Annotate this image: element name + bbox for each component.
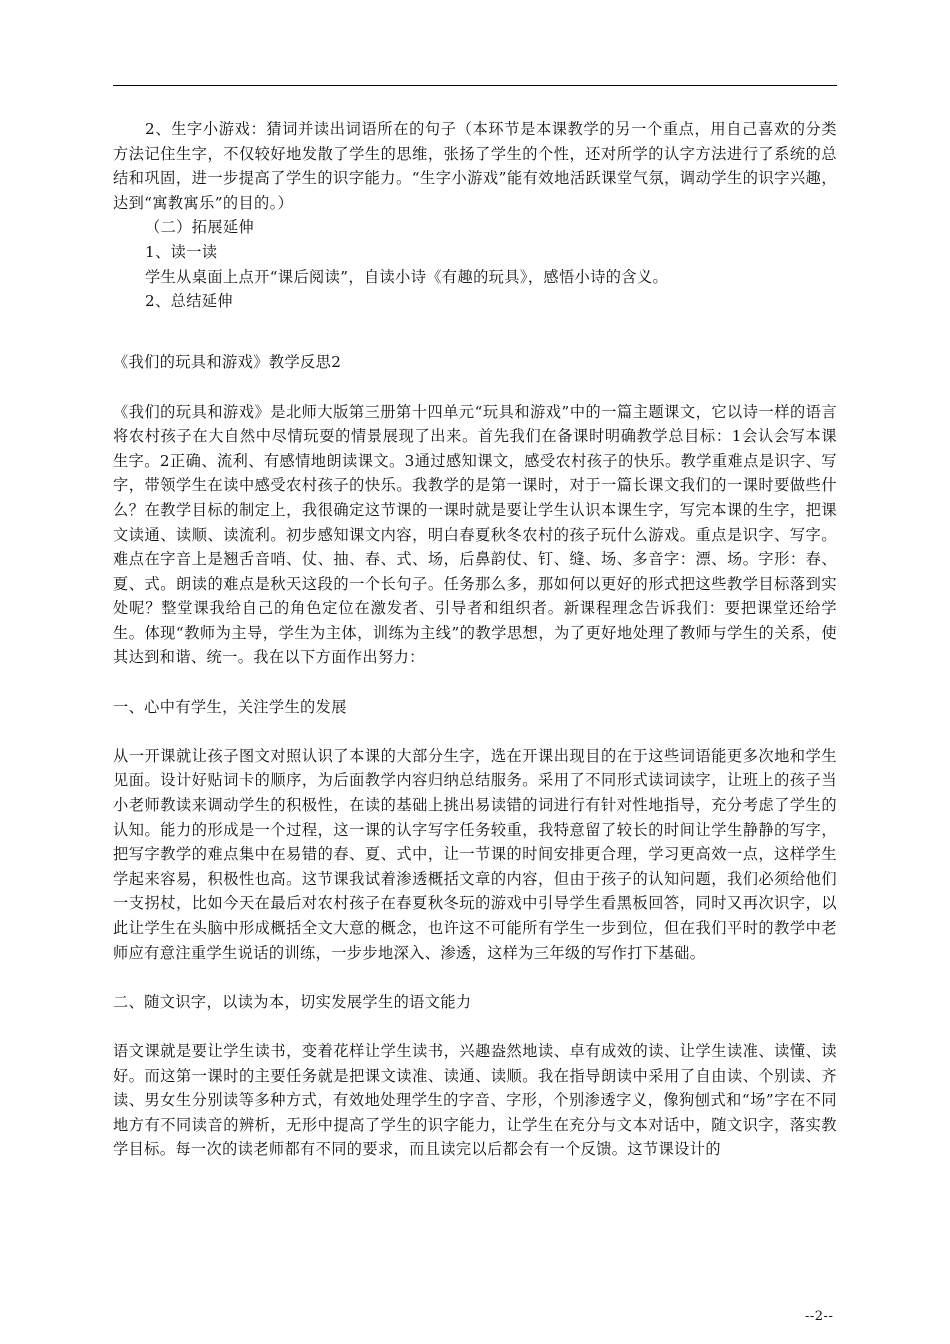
summary-item-heading: 2、总结延伸 [145,292,234,311]
header-rule [113,85,837,86]
document-body [113,117,837,1162]
game-paragraph: 2、生字小游戏：猜词并读出词语所在的句子（本环节是本课教学的另一个重点，用自己喜欢的分类方法记住生字，不仅较好地发散了学生的思维，张扬了学生的个性，还对所学的认字方法进行了系统的总结和巩固，进一步提高了学生的识字能力。“生字小游戏”能有效地活跃课堂气氛，调动学生的识字兴趣，达到“寓教寓乐”的目的。） [113,120,837,212]
section1-heading: 一、心中有学生，关注学生的发展 [113,697,347,716]
reflection-intro: 《我们的玩具和游戏》是北师大版第三册第十四单元“玩具和游戏”中的一篇主题课文，它以诗一样的语言将农村孩子在大自然中尽情玩耍的情景展现了出来。首先我们在备课时明确教学总目标：1会认会写本课生字。2正确、流利、有感情地朗读课文。3通过感知课文，感受农村孩子的快乐。教学重难点是识字、写字，带领学生在读中感受农村孩子的快乐。我教学的是第一课时，对于一篇长课文我们的一课时要做些什么？在教学目标的制定上，我很确定这节课的一课时就是要让学生认识本课生字，写完本课的生字，把课文读通、读顺、读流利。初步感知课文内容，明白春夏秋冬农村的孩子玩什么游戏。重点是识字、写字。难点在字音上是翘舌音哨、仗、抽、春、式、场，后鼻韵仗、钉、缝、场、多音字：漂、场。字形：春、夏、式。朗读的难点是秋天这段的一个长句子。任务那么多，那如何以更好的形式把这些教学目标落到实处呢？整堂课我给自己的角色定位在激发者、引导者和组织者。新课程理念告诉我们：要把课堂还给学生。体现“教师为主导，学生为主体，训练为主线”的教学思想，为了更好地处理了教师与学生的关系，使其达到和谐、统一。我在以下方面作出努力： [113,402,837,667]
page-number: --2-- [805,1309,834,1324]
section2-heading: 二、随文识字，以读为本，切实发展学生的语文能力 [113,992,472,1011]
section2-text: 语文课就是要让学生读书，变着花样让学生读书，兴趣盎然地读、卓有成效的读、让学生读准、读懂、读好。而这第一课时的主要任务就是把课文读准、读通、读顺。我在指导朗读中采用了自由读、个别读、齐读、男女生分别读等多种方式，有效地处理学生的字音、字形，个别渗透字义，像狗刨式和“场”字在不同地方有不同读音的辨析，无形中提高了学生的识字能力，让学生在充分与文本对话中，随文识字，落实教学目标。每一次的读老师都有不同的要求，而且读完以后都会有一个反馈。这节课设计的 [113,1041,837,1159]
section1-text: 从一开课就让孩子图文对照认识了本课的大部分生字，选在开课出现目的在于这些词语能更多次地和学生见面。设计好贴词卡的顺序，为后面教学内容归纳总结服务。采用了不同形式读词读字，让班上的孩子当小老师教读来调动学生的积极性，在读的基础上挑出易读错的词进行有针对性地指导，充分考虑了学生的认知。能力的形成是一个过程，这一课的认字写字任务较重，我特意留了较长的时间让学生静静的写字，把写字教学的难点集中在易错的春、夏、式中，让一节课的时间安排更合理，学习更高效一点，这样学生学起来容易，积极性也高。这节课我试着渗透概括文章的内容，但由于孩子的认知问题，我们必须给他们一支拐杖，比如今天在最后对农村孩子在春夏秋冬玩的游戏中引导学生看黑板回答，同时又再次识字，以此让学生在头脑中形成概括全文大意的概念，也许这不可能所有学生一步到位，但在我们平时的教学中老师应有意注重学生说话的训练，一步步地深入、渗透，这样为三年级的写作打下基础。 [113,746,837,962]
read-item-text: 学生从桌面上点开“课后阅读”，自读小诗《有趣的玩具》，感悟小诗的含义。 [145,267,669,286]
extension-heading: （二）拓展延伸 [145,218,255,237]
reflection-title: 《我们的玩具和游戏》教学反思2 [113,353,342,372]
read-item-heading: 1、读一读 [145,242,218,261]
